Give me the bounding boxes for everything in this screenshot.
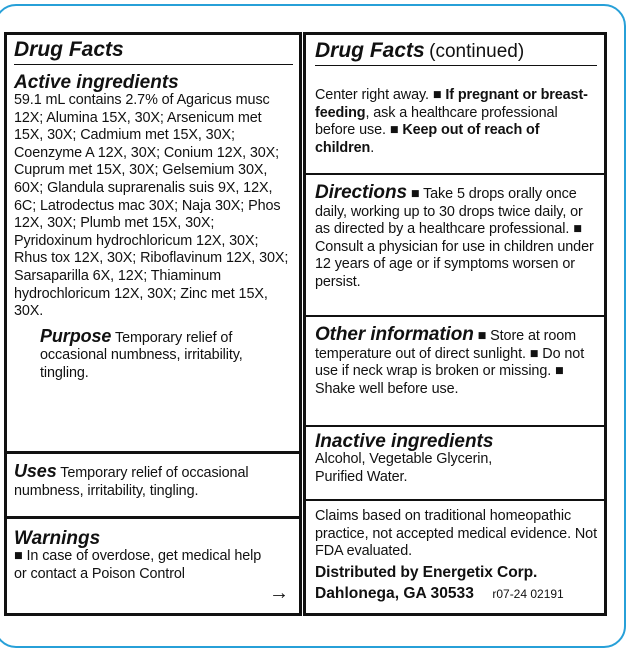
cont-text-3: . xyxy=(370,139,375,156)
continued-suffix: (continued) xyxy=(429,41,525,62)
inactive-line-1: Alcohol, Vegetable Glycerin, xyxy=(315,451,493,467)
divider xyxy=(306,173,604,175)
purpose-text: Temporary relief of occasional numbness, irritability, tingling. xyxy=(40,329,243,381)
pregnancy-warning: If pregnant or breast-feeding xyxy=(315,87,588,121)
uses-section xyxy=(14,462,293,500)
bullet: ■ xyxy=(389,122,399,139)
drug-facts-continued-panel xyxy=(303,32,607,616)
inactive-line-2: Purified Water. xyxy=(315,468,408,485)
label-code: r07-24 02191 xyxy=(492,586,564,601)
active-ingredients-heading: Active ingredients xyxy=(14,72,179,93)
drug-facts-title: Drug Facts xyxy=(14,38,293,65)
warnings-text: In case of overdose, get medical help or contact a Poison Control xyxy=(14,548,262,582)
other-information-heading: Other information xyxy=(315,324,474,345)
address-row xyxy=(315,583,605,605)
bullet: ■ xyxy=(529,345,539,362)
directions-text-2: Consult a physician for use in children under 12 years of age or if symptoms worsen or persist. xyxy=(315,238,594,290)
inactive-ingredients-heading: Inactive ingredients xyxy=(315,431,494,452)
other-information-section xyxy=(315,325,599,398)
directions-heading: Directions xyxy=(315,182,407,203)
divider xyxy=(306,315,604,317)
continued-warnings-text xyxy=(315,87,599,157)
continued-title-row xyxy=(315,39,597,66)
bullet: ■ xyxy=(555,363,564,380)
other-text-1: Store at room temperature out of direct sunlight. xyxy=(315,328,577,362)
active-ingredients-text: 59.1 mL contains 2.7% of Agaricus musc 12X; Alumina 15X, 30X; Arsenicum met 15X, 30X; Cadmium met 15X, 30X; Coenzyme A 12X, 30X; Conium 12X, 30X; Cuprum met 15X, 30X; Gelsemium 30X, 60X; Glandula suprarenalis suis 9X, 12X, 6C; Latrodectus mac 30X; Naja 30X; Phos 12X, 30X; Plumb met 15X, 30X; Pyridoxinum hydrochloricum 12X, 30X; Rhus tox 12X, 30X; Riboflavinum 12X, 30X; Sarsaparilla 6X, 12X; Thiaminum hydrochloricum 12X, 30X; Zinc met 15X, 30X. xyxy=(14,92,289,320)
continue-arrow-icon: → xyxy=(269,582,289,604)
continued-title: Drug Facts xyxy=(315,39,425,62)
divider xyxy=(306,499,604,501)
bullet: ■ xyxy=(477,328,487,344)
warnings-panel xyxy=(4,516,302,616)
purpose-section xyxy=(40,327,293,383)
uses-text: Temporary relief of occasional numbness, irritability, tingling. xyxy=(14,465,249,499)
claims-text: Claims based on traditional homeopathic practice, not accepted medical evidence. Not FDA evaluated. xyxy=(315,508,597,560)
bullet: ■ xyxy=(14,548,23,564)
uses-heading: Uses xyxy=(14,461,57,481)
other-text-2: Do not use if neck wrap is broken or missing. xyxy=(315,345,585,380)
divider xyxy=(306,425,604,427)
warnings-text-block xyxy=(14,548,293,583)
purpose-heading: Purpose xyxy=(40,325,112,346)
directions-text-1: Take 5 drops orally once daily, working up to 30 drops twice daily, or as directed by a healthcare professional. xyxy=(315,186,583,238)
warnings-heading: Warnings xyxy=(14,528,101,549)
bullet: ■ xyxy=(432,87,442,103)
other-text-3: Shake well before use. xyxy=(315,380,459,397)
bullet: ■ xyxy=(573,221,582,238)
address-text: Dahlonega, GA 30533 xyxy=(315,584,474,602)
footer-section xyxy=(315,508,605,605)
drug-facts-panel xyxy=(4,32,302,454)
cont-text-1: Center right away. xyxy=(315,87,429,103)
children-warning: Keep out of reach of children xyxy=(315,122,540,156)
bullet: ■ xyxy=(410,186,420,202)
directions-section xyxy=(315,183,599,292)
cont-text-2: , ask a healthcare professional before use. xyxy=(315,104,558,139)
uses-panel xyxy=(4,451,302,519)
inactive-ingredients-section xyxy=(315,432,599,486)
distributor-text: Distributed by Energetix Corp. xyxy=(315,563,538,581)
